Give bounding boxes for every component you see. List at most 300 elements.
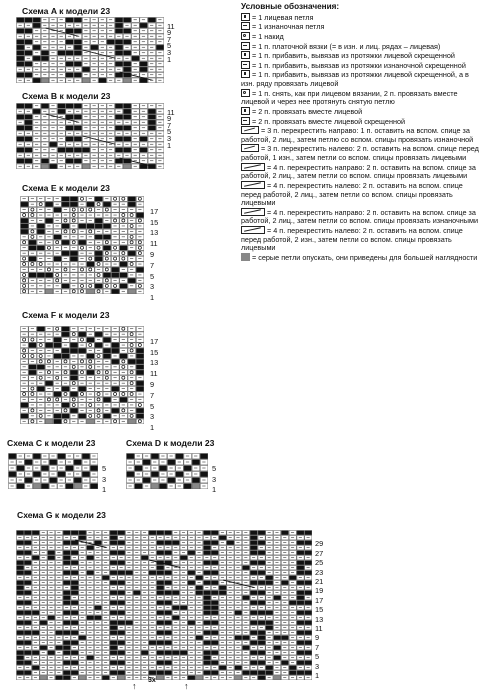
chart-cell [157,621,164,625]
chart-cell [110,566,117,570]
chart-cell [41,137,49,142]
chart-cell [58,142,66,147]
chart-cell [305,611,312,615]
chart-cell [180,651,187,655]
chart-cell [82,466,90,471]
chart-cell [180,621,187,625]
chart-cell [180,581,187,585]
chart-cell [242,631,249,635]
chart-cell [17,561,24,565]
chart-cell [211,601,218,605]
chart-cell [40,616,47,620]
chart-cell [41,484,49,489]
chart-cell [258,531,265,535]
chart-cell [289,581,296,585]
chart-cell [165,591,172,595]
row-number: 7 [150,260,155,270]
chart-cell [94,571,101,575]
chart-cell [63,551,70,555]
chart-cell [227,566,234,570]
chart-cell [172,561,179,565]
chart-cell [141,581,148,585]
chart-cell [48,551,55,555]
chart-cell [103,327,111,332]
chart-cell [227,591,234,595]
chart-cell [258,566,265,570]
chart-cell [82,40,90,45]
chart-cell [45,246,53,251]
chart-cell [24,666,31,670]
chart-cell [136,381,144,386]
chart-cell [180,566,187,570]
chart-cell [32,536,39,540]
chart-cell [78,284,86,289]
chart-cell [21,343,29,348]
chart-cell [33,466,41,471]
chart-cell [102,626,109,630]
chart-cell [82,56,90,61]
chart-cell [29,235,37,240]
chart-cell [17,148,25,153]
chart-cell [196,571,203,575]
chart-cell [91,148,99,153]
chart-cell [123,142,131,147]
chart-cell [70,348,78,353]
chart-cell [49,109,57,114]
chart-cell [41,67,49,72]
chart-cell [33,18,41,23]
chart-cell [63,531,70,535]
chart-cell [135,472,143,477]
chart-cell [58,67,66,72]
chart-cell [25,78,33,83]
chart-cell [78,278,86,283]
chart-cell [227,646,234,650]
chart-cell [48,631,55,635]
chart-cell [118,656,125,660]
chart-cell [180,546,187,550]
chart-cell [32,656,39,660]
chart-cell [126,551,133,555]
chart-d-row-numbers [212,453,216,496]
chart-cell [32,626,39,630]
chart-cell [120,251,128,256]
chart-cell [157,646,164,650]
chart-cell [71,646,78,650]
chart-cell [82,109,90,114]
chart-cell [25,137,33,142]
chart-cell [110,611,117,615]
chart-cell [62,392,70,397]
chart-cell [305,571,312,575]
chart-cell [258,656,265,660]
chart-cell [87,267,95,272]
chart-cell [110,556,117,560]
chart-cell [196,666,203,670]
chart-cell [219,626,226,630]
chart-cell [176,484,184,489]
k2tog-tbl-icon [241,117,250,125]
chart-cell [63,671,70,675]
chart-cell [29,218,37,223]
chart-cell [123,109,131,114]
chart-cell [21,224,29,229]
chart-cell [156,78,164,83]
chart-cell [219,531,226,535]
chart-cell [78,224,86,229]
chart-cell [274,596,281,600]
chart-cell [156,148,164,153]
chart-cell [258,596,265,600]
chart-cell [49,148,57,153]
chart-cell [180,661,187,665]
chart-cell [78,419,86,424]
chart-cell [128,419,136,424]
chart-cell [58,159,66,164]
row-number: 1 [150,423,155,433]
chart-cell [55,591,62,595]
legend-item: = 2 п. провязать вместе лицевой скрещенной [241,117,479,127]
chart-cell [32,661,39,665]
chart-cell [45,327,53,332]
chart-cell [196,541,203,545]
chart-cell [200,454,208,459]
chart-cell [211,656,218,660]
chart-cell [41,18,49,23]
chart-cell [180,561,187,565]
chart-cell [63,656,70,660]
chart-cell [123,56,131,61]
chart-cell [151,460,159,465]
chart-cell [79,651,86,655]
chart-cell [21,240,29,245]
chart-cell [24,601,31,605]
chart-cell [91,56,99,61]
chart-cell [87,626,94,630]
chart-cell [70,224,78,229]
chart-cell [120,381,128,386]
chart-cell [49,67,57,72]
chart-cell [242,546,249,550]
chart-cell [281,641,288,645]
chart-cell [33,159,41,164]
chart-cell [102,656,109,660]
chart-cell [157,671,164,675]
chart-cell [180,636,187,640]
chart-cell [74,56,82,61]
chart-cell [33,104,41,109]
chart-cell [242,566,249,570]
legend-item: = 1 п. прибавить, вывязав из протяжки лицевой скрещенной, а в изн. ряду провязать лицевой [241,70,469,88]
chart-cell [70,197,78,202]
chart-cell [132,126,140,131]
chart-cell [87,213,95,218]
chart-cell [111,240,119,245]
row-number: 9 [315,633,320,643]
chart-cell [157,666,164,670]
chart-cell [87,641,94,645]
chart-cell [79,611,86,615]
chart-cell [55,601,62,605]
chart-cell [157,676,164,680]
chart-cell [29,337,37,342]
chart-cell [227,531,234,535]
chart-cell [136,235,144,240]
chart-cell [235,601,242,605]
chart-cell [79,666,86,670]
chart-cell [235,661,242,665]
chart-cell [29,278,37,283]
chart-cell [156,40,164,45]
chart-cell [120,354,128,359]
chart-cell [78,327,86,332]
chart-cell [258,651,265,655]
chart-cell [281,661,288,665]
chart-cell [133,591,140,595]
chart-cell [297,581,304,585]
chart-cell [281,571,288,575]
chart-cell [41,164,49,169]
chart-cell [17,601,24,605]
chart-cell [120,213,128,218]
chart-cell [17,556,24,560]
chart-cell [172,576,179,580]
chart-cell [45,348,53,353]
legend-heading: Условные обозначения: [241,2,340,11]
chart-cell [17,621,24,625]
chart-cell [25,159,33,164]
chart-cell [289,536,296,540]
chart-cell [17,636,24,640]
chart-cell [149,596,156,600]
chart-cell [141,561,148,565]
chart-cell [45,359,53,364]
chart-cell [87,666,94,670]
chart-cell [107,153,115,158]
chart-cell [227,546,234,550]
chart-cell [79,626,86,630]
chart-cell [143,484,151,489]
chart-cell [136,284,144,289]
chart-cell [165,551,172,555]
chart-cell [70,337,78,342]
chart-cell [196,551,203,555]
chart-cell [107,62,115,67]
chart-cell [99,164,107,169]
chart-cell [45,224,53,229]
chart-cell [54,348,62,353]
chart-cell [305,616,312,620]
chart-cell [74,115,82,120]
chart-cell [25,164,33,169]
chart-cell [71,576,78,580]
legend-item: = 1 п. снять, как при лицевом вязании, 2 п. провязать вместе лицевой и через нее протянуть снятую петлю [241,88,458,107]
chart-cell [126,531,133,535]
chart-cell [49,131,57,136]
chart-cell [87,343,95,348]
chart-cell [17,656,24,660]
chart-cell [274,601,281,605]
chart-cell [242,561,249,565]
chart-cell [157,631,164,635]
chart-cell [95,376,103,381]
chart-cell [141,571,148,575]
chart-cell [55,546,62,550]
chart-cell [168,454,176,459]
chart-cell [78,337,86,342]
chart-cell [128,229,136,234]
chart-cell [211,591,218,595]
chart-cell [274,541,281,545]
chart-cell [172,646,179,650]
chart-cell [58,51,66,56]
chart-cell [82,472,90,477]
legend-item: = 1 п. прибавить, вывязав из протяжки лицевой скрещенной [241,51,479,61]
chart-cell [99,109,107,114]
chart-cell [107,159,115,164]
chart-f-title: Схема F к модели 23 [22,310,110,320]
chart-cell [297,536,304,540]
symbol-legend [241,3,479,263]
chart-cell [71,561,78,565]
chart-cell [48,556,55,560]
chart-cell [159,484,167,489]
chart-cell [74,18,82,23]
chart-cell [235,541,242,545]
chart-cell [17,454,25,459]
chart-cell [211,581,218,585]
chart-cell [156,104,164,109]
chart-cell [37,408,45,413]
chart-cell [242,611,249,615]
chart-cell [148,40,156,45]
chart-cell [58,34,66,39]
chart-cell [17,581,24,585]
chart-cell [141,626,148,630]
chart-cell [45,251,53,256]
chart-cell [203,561,210,565]
chart-cell [95,224,103,229]
chart-cell [62,218,70,223]
chart-cell [82,67,90,72]
chart-cell [305,536,312,540]
chart-cell [70,403,78,408]
chart-cell [196,671,203,675]
chart-cell [110,601,117,605]
chart-cell [140,120,148,125]
chart-cell [157,596,164,600]
chart-cell [78,386,86,391]
chart-cell [133,541,140,545]
chart-cell [219,581,226,585]
chart-cell [188,531,195,535]
chart-cell [157,541,164,545]
chart-cell [24,546,31,550]
chart-cell [41,120,49,125]
chart-cell [63,641,70,645]
chart-cell [70,332,78,337]
chart-cell [149,671,156,675]
chart-cell [136,403,144,408]
chart-cell [196,676,203,680]
chart-cell [111,224,119,229]
chart-cell [78,343,86,348]
chart-cell [140,45,148,50]
chart-cell [95,251,103,256]
chart-cell [70,229,78,234]
chart-cell [133,651,140,655]
chart-cell [48,646,55,650]
chart-cell [21,332,29,337]
row-number: 1 [315,671,320,681]
chart-cell [115,34,123,39]
chart-cell [87,403,95,408]
chart-cell [136,370,144,375]
chart-cell [74,29,82,34]
chart-cell [123,29,131,34]
chart-cell [25,18,33,23]
chart-cell [211,576,218,580]
chart-cell [305,581,312,585]
chart-cell [266,636,273,640]
chart-cell [29,229,37,234]
chart-cell [25,484,33,489]
chart-cell [103,403,111,408]
chart-cell [141,601,148,605]
chart-cell [281,596,288,600]
chart-cell [62,337,70,342]
chart-cell [17,651,24,655]
chart-cell [289,616,296,620]
chart-cell [115,104,123,109]
chart-cell [258,541,265,545]
chart-cell [140,153,148,158]
chart-cell [63,616,70,620]
chart-cell [211,661,218,665]
chart-cell [289,646,296,650]
chart-cell [132,104,140,109]
chart-cell [21,235,29,240]
chart-cell [45,365,53,370]
chart-cell [227,596,234,600]
chart-cell [33,115,41,120]
chart-cell [297,651,304,655]
chart-cell [203,576,210,580]
chart-cell [25,23,33,28]
chart-cell [165,536,172,540]
chart-cell [140,126,148,131]
chart-cell [107,34,115,39]
chart-cell [157,581,164,585]
chart-cell [9,466,17,471]
chart-cell [157,636,164,640]
chart-cell [40,611,47,615]
chart-cell [148,45,156,50]
chart-cell [41,148,49,153]
chart-cell [91,142,99,147]
chart-cell [21,414,29,419]
chart-cell [103,370,111,375]
chart-cell [227,536,234,540]
chart-cell [49,45,57,50]
chart-cell [95,256,103,261]
chart-cell [274,651,281,655]
chart-cell [29,224,37,229]
chart-cell [102,551,109,555]
chart-cell [258,646,265,650]
chart-cell [79,646,86,650]
chart-cell [95,343,103,348]
